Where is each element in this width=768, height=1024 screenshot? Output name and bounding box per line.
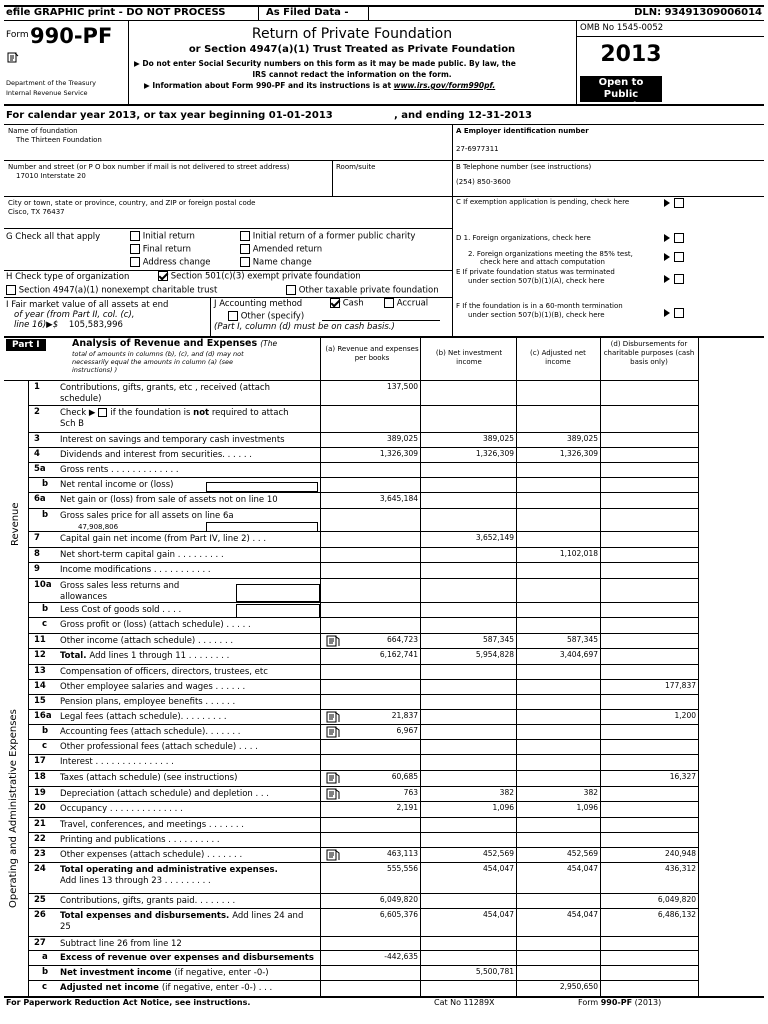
amount-col-a[interactable]: 137,500 — [386, 382, 418, 391]
col-b-header: (b) Net investment income — [435, 349, 503, 366]
amount-col-c[interactable]: 454,047 — [566, 910, 598, 919]
row-label-text: Interest on savings and temporary cash investments — [60, 435, 285, 445]
row-label-text: Gross sales price for all assets on line 6a — [60, 511, 234, 521]
row-label-part: Check ▶ — [60, 408, 96, 418]
check-all-label: G Check all that apply — [6, 232, 101, 242]
row-label — [60, 495, 316, 506]
row-divider — [28, 786, 698, 787]
phone-label: B Telephone number (see instructions) — [456, 163, 592, 171]
sub-entry-box[interactable] — [236, 604, 320, 618]
amount-col-c[interactable]: 382 — [583, 788, 598, 797]
amount-col-b[interactable]: 1,326,309 — [475, 449, 514, 458]
row-divider — [28, 770, 698, 771]
initial-return-option[interactable]: Initial return — [130, 231, 195, 242]
amount-col-c[interactable]: 587,345 — [566, 635, 598, 644]
amount-col-d[interactable]: 1,200 — [674, 711, 696, 720]
row-label-text: Less Cost of goods sold . . . . — [60, 605, 182, 615]
row-label-text: Pension plans, employee benefits . . . . . . — [60, 697, 236, 707]
row-label-part: required to attach — [209, 408, 289, 418]
street-value[interactable]: 17010 Interstate 20 — [16, 172, 86, 180]
row-label-bold: not — [193, 408, 210, 418]
row-label-text: Legal fees (attach schedule). . . . . . . . . — [60, 712, 227, 722]
amount-col-b[interactable]: 5,954,828 — [475, 650, 514, 659]
amount-col-a[interactable]: 555,556 — [386, 864, 418, 873]
row-number: c — [42, 741, 48, 751]
foreign-org-label: D 1. Foreign organizations, check here — [456, 234, 591, 242]
amount-col-a[interactable]: 6,162,741 — [379, 650, 418, 659]
row-number: 26 — [34, 910, 46, 920]
amount-col-b[interactable]: 454,047 — [482, 864, 514, 873]
foreign-85-checkbox[interactable] — [646, 251, 686, 263]
dept-treasury: Department of the Treasury — [6, 79, 97, 87]
row-divider — [28, 562, 698, 563]
fmv-label: I Fair market value of all assets at end — [6, 300, 169, 310]
row-label-text: Occupancy . . . . . . . . . . . . . . — [60, 804, 183, 814]
part1-tag: Part I — [6, 339, 46, 351]
row-label — [60, 968, 316, 979]
row-divider — [28, 862, 698, 863]
city-label: City or town, state or province, country, and ZIP or foreign postal code — [8, 199, 256, 207]
amount-col-b[interactable]: 587,345 — [482, 635, 514, 644]
row-label — [60, 939, 316, 950]
irs-link[interactable]: www.irs.gov/form990pf. — [393, 81, 496, 90]
row-number: b — [42, 479, 49, 489]
phone-value[interactable]: (254) 850-3600 — [456, 178, 511, 186]
final-return-option[interactable]: Final return — [130, 244, 191, 255]
row-label — [60, 712, 316, 723]
amount-col-a[interactable]: 60,685 — [391, 772, 418, 781]
amount-col-c[interactable]: 454,047 — [566, 864, 598, 873]
row-number: 15 — [34, 696, 46, 706]
open-public-badge: Open to Public Inspection — [580, 76, 662, 102]
exemption-pending-checkbox[interactable] — [646, 197, 686, 209]
amount-col-c[interactable]: 389,025 — [566, 434, 598, 443]
row-number: 1 — [34, 382, 40, 392]
row-divider — [28, 847, 698, 848]
fmv-label-3: line 16)▶$ 105,583,996 — [14, 320, 123, 330]
row-number: 5a — [34, 464, 46, 474]
row-label — [60, 850, 316, 861]
row-label-text: Dividends and interest from securities. . . . . . — [60, 450, 252, 460]
row-number: 13 — [34, 666, 46, 676]
part1-title: Analysis of Revenue and Expenses (The — [72, 338, 278, 349]
dept-irs: Internal Revenue Service — [6, 89, 88, 97]
row-divider — [28, 578, 698, 579]
row-number: a — [42, 952, 48, 962]
row-label — [60, 727, 316, 738]
row-divider — [28, 617, 698, 618]
org-type-501c3[interactable]: Section 501(c)(3) exempt private foundation — [158, 271, 361, 282]
accounting-accrual-option[interactable]: Accrual — [384, 298, 428, 309]
amount-col-d[interactable]: 240,948 — [664, 849, 696, 858]
row-number: 6a — [34, 494, 46, 504]
row-label — [60, 742, 316, 753]
row-label-text: Net gain or (loss) from sale of assets not on line 10 — [60, 495, 278, 505]
row-label-text: Other professional fees (attach schedule) . . . . — [60, 742, 258, 752]
amount-col-c[interactable]: 1,096 — [576, 803, 598, 812]
row-label-text: Gross sales less returns and — [60, 581, 180, 591]
row-label — [60, 820, 316, 831]
filed-label: As Filed Data - — [266, 7, 349, 18]
amount-col-a[interactable]: 463,113 — [386, 849, 418, 858]
row-number: 7 — [34, 533, 40, 543]
fmv-label-2: of year (from Part II, col. (c), — [14, 310, 135, 320]
row-number: 4 — [34, 449, 40, 459]
row-number: 21 — [34, 819, 46, 829]
row-divider — [28, 462, 698, 463]
row-divider — [28, 893, 698, 894]
row-label-text: Capital gain net income (from Part IV, line 2) . . . — [60, 534, 267, 544]
dln: DLN: 93491309006014 — [634, 7, 762, 18]
row-label-bold: Excess of revenue over expenses and disbursements — [60, 953, 314, 963]
amount-col-b[interactable]: 3,652,149 — [475, 533, 514, 542]
row-label — [60, 450, 316, 461]
name-change-option[interactable]: Name change — [240, 257, 312, 268]
row-label-text: Gross profit or (loss) (attach schedule) . . . . . — [60, 620, 251, 630]
accounting-method-label: J Accounting method — [214, 299, 303, 309]
row-divider — [28, 694, 698, 695]
row-number: 9 — [34, 564, 40, 574]
row-divider — [28, 709, 698, 710]
col-d-header: (d) Disbursements for charitable purposes (cash basis only) — [603, 340, 695, 366]
row-label — [60, 550, 316, 561]
row-divider — [28, 724, 698, 725]
expenses-side-label: Operating and Administrative Expenses — [8, 709, 19, 908]
form-title: Return of Private Foundation — [251, 26, 453, 42]
row-divider — [28, 754, 698, 755]
row-label — [60, 651, 316, 662]
row-label — [60, 534, 316, 545]
row-divider — [28, 679, 698, 680]
row-label — [60, 983, 316, 994]
row-divider — [28, 447, 698, 448]
row-label — [60, 408, 316, 430]
row-number: 11 — [34, 635, 46, 645]
calendar-year-end: , and ending 12-31-2013 — [394, 110, 532, 121]
row-label-text: Depreciation (attach schedule) and depletion . . . — [60, 789, 270, 799]
paperwork-notice: For Paperwork Reduction Act Notice, see instructions. — [6, 998, 251, 1007]
efile-label: efile GRAPHIC print - DO NOT PROCESS — [6, 7, 226, 18]
row-number: c — [42, 982, 48, 992]
amount-col-a[interactable]: 6,605,376 — [379, 910, 418, 919]
row-divider — [28, 817, 698, 818]
amount-col-d[interactable]: 6,486,132 — [657, 910, 696, 919]
form-number: 990-PF — [30, 24, 113, 48]
row-label-text: (if negative, enter -0-) . . . — [161, 983, 273, 993]
row-number: b — [42, 726, 49, 736]
row-label-text: Taxes (attach schedule) (see instructions) — [60, 773, 238, 783]
row-label-text: Interest . . . . . . . . . . . . . . . — [60, 757, 174, 767]
fmv-value[interactable]: 105,583,996 — [68, 320, 123, 330]
row-number: 24 — [34, 864, 46, 874]
row-label — [60, 835, 316, 846]
row-label — [60, 697, 316, 708]
cat-number: Cat No 11289X — [434, 998, 495, 1007]
row-number: c — [42, 619, 48, 629]
row-divider — [28, 908, 698, 909]
part1-note: total of amounts in columns (b), (c), and (d) may not necessarily equal the amounts in column (a) (see instructions) ) — [72, 350, 244, 374]
row-divider — [28, 508, 698, 509]
cash-basis-note: (Part I, column (d) must be on cash basis.) — [214, 322, 395, 332]
row-label-line2: Add lines 13 through 23 . . . . . . . . . — [60, 876, 211, 886]
amount-col-b[interactable]: 382 — [499, 788, 514, 797]
amount-col-a[interactable]: 3,645,184 — [379, 494, 418, 503]
terminated-status-label-2: under section 507(b)(1)(A), check here — [468, 277, 605, 285]
row-number: 16a — [34, 711, 52, 721]
amount-col-c[interactable]: 1,102,018 — [559, 549, 598, 558]
form-subtitle: or Section 4947(a)(1) Trust Treated as Private Foundation — [188, 44, 516, 55]
amount-col-d[interactable]: 177,837 — [664, 681, 696, 690]
row-number: 10a — [34, 580, 52, 590]
row-label-text: Contributions, gifts, grants paid. . . . . . . . — [60, 896, 236, 906]
terminated-status-checkbox[interactable] — [646, 273, 686, 285]
amount-col-a[interactable]: 2,191 — [396, 803, 418, 812]
amount-col-d[interactable]: 16,327 — [669, 772, 696, 781]
sub-entry-box[interactable] — [236, 584, 320, 602]
terminated-status-label: E If private foundation status was terminated — [456, 268, 615, 276]
row-number: b — [42, 604, 49, 614]
row-divider — [28, 980, 698, 981]
row-label-text: Income modifications . . . . . . . . . . . — [60, 565, 211, 575]
notice-info: ▶ Information about Form 990-PF and its instructions is at www.irs.gov/form990pf. — [144, 81, 496, 90]
row-number: 8 — [34, 549, 40, 559]
row-label-line2: allowances — [60, 592, 108, 602]
row-label — [60, 896, 316, 907]
ein-label: A Employer identification number — [456, 127, 589, 135]
row-label-line2: schedule) — [60, 394, 102, 404]
row-label — [60, 636, 316, 647]
org-type-label: H Check type of organization — [6, 272, 130, 282]
city-value[interactable]: Cisco, TX 76437 — [8, 208, 65, 216]
row-divider — [28, 477, 698, 478]
row-label-text: Printing and publications . . . . . . . . . . — [60, 835, 220, 845]
row-label-text: Gross rents . . . . . . . . . . . . . — [60, 465, 179, 475]
row-label — [60, 465, 316, 476]
row-label-text: Subtract line 26 from line 12 — [60, 939, 182, 949]
row-divider — [28, 739, 698, 740]
amount-col-a[interactable]: 1,326,309 — [379, 449, 418, 458]
row-label-text: Net rental income or (loss) — [60, 480, 174, 490]
amount-col-d[interactable]: 436,312 — [664, 864, 696, 873]
termination-label: F If the foundation is in a 60-month termination — [456, 302, 623, 310]
row-label — [60, 620, 316, 631]
accounting-other-option[interactable]: Other (specify) — [228, 311, 304, 322]
amount-col-b[interactable]: 389,025 — [482, 434, 514, 443]
foreign-85-label-2: check here and attach computation — [480, 258, 605, 266]
termination-label-2: under section 507(b)(1)(B), check here — [468, 311, 605, 319]
row-label-bold: Net investment income — [60, 968, 175, 978]
accounting-cash-option[interactable]: Cash — [330, 298, 364, 309]
row-divider — [28, 832, 698, 833]
amount-col-c[interactable]: 1,326,309 — [559, 449, 598, 458]
row-label-line2: 47,908,806 — [78, 523, 119, 531]
ein-value[interactable]: 27-6977311 — [456, 145, 499, 153]
row-divider — [28, 432, 698, 433]
col-c-header: (c) Adjusted net income — [530, 349, 586, 366]
row-number: 23 — [34, 849, 46, 859]
row-label — [60, 953, 316, 964]
foundation-name[interactable]: The Thirteen Foundation — [16, 136, 102, 144]
revenue-side-label: Revenue — [10, 502, 21, 546]
foreign-org-checkbox[interactable] — [646, 232, 686, 244]
row-label — [60, 565, 316, 576]
row-divider — [28, 965, 698, 966]
row-label-text: Other employee salaries and wages . . . . . . — [60, 682, 246, 692]
row-label-bold: Total. — [60, 651, 90, 661]
row-label — [60, 757, 316, 768]
row-label-text: Net short-term capital gain . . . . . . . . . — [60, 550, 224, 560]
col-a-header: (a) Revenue and expenses per books — [325, 345, 419, 362]
amount-col-b[interactable]: 452,569 — [482, 849, 514, 858]
room-label: Room/suite — [336, 163, 376, 171]
amount-col-b[interactable]: 5,500,781 — [475, 967, 514, 976]
row-number: b — [42, 967, 49, 977]
row-label-text: (if negative, enter -0-) — [174, 968, 269, 978]
row-number: 17 — [34, 756, 46, 766]
amount-col-a[interactable]: 389,025 — [386, 434, 418, 443]
row-number: 19 — [34, 788, 46, 798]
row-label-bold: Total expenses and disbursements. — [60, 911, 233, 921]
amount-col-a[interactable]: 763 — [403, 788, 418, 797]
row-divider — [28, 547, 698, 548]
row-number: 20 — [34, 803, 46, 813]
row-number: 3 — [34, 434, 40, 444]
row-divider — [28, 648, 698, 649]
row-number: 2 — [34, 407, 40, 417]
row-label-text: Contributions, gifts, grants, etc , received (attach — [60, 383, 270, 393]
amount-col-c[interactable]: 2,950,650 — [559, 982, 598, 991]
amount-col-b[interactable]: 454,047 — [482, 910, 514, 919]
amount-col-d[interactable]: 6,049,820 — [657, 895, 696, 904]
amount-col-a[interactable]: 6,967 — [396, 726, 418, 735]
row-label-line2: Sch B — [60, 419, 84, 429]
amount-col-c[interactable]: 3,404,697 — [559, 650, 598, 659]
row-label-text: Other income (attach schedule) . . . . . . . — [60, 636, 234, 646]
row-divider — [28, 633, 698, 634]
row-label-text: Add lines 24 and — [232, 911, 304, 921]
form-footer: Form 990-PF (2013) — [578, 998, 662, 1007]
row-label-bold: Adjusted net income — [60, 983, 162, 993]
org-type-other[interactable]: Other taxable private foundation — [286, 285, 439, 296]
row-label — [60, 865, 316, 887]
row-label-bold: Total operating and administrative expenses. — [60, 865, 278, 875]
notice-ssn: ▶ Do not enter Social Security numbers on this form as it may be made public. By law, the — [134, 59, 516, 68]
row-number: 25 — [34, 895, 46, 905]
org-type-4947[interactable]: Section 4947(a)(1) nonexempt charitable trust — [6, 285, 217, 296]
omb-number: OMB No 1545-0052 — [580, 23, 664, 33]
row-label-text: Travel, conferences, and meetings . . . . . . . — [60, 820, 244, 830]
schedule-b-checkbox[interactable] — [98, 408, 107, 417]
sub-entry-box[interactable] — [206, 522, 318, 532]
amount-col-a[interactable]: 664,723 — [386, 635, 418, 644]
exemption-pending-label: C If exemption application is pending, check here — [456, 198, 630, 206]
foundation-name-label: Name of foundation — [8, 127, 78, 135]
row-divider — [28, 664, 698, 665]
row-label — [60, 773, 316, 784]
tax-year: 2013 — [600, 42, 662, 67]
foreign-85-label: 2. Foreign organizations meeting the 85% test, — [468, 250, 633, 258]
amount-col-b[interactable]: 1,096 — [492, 803, 514, 812]
row-label — [60, 682, 316, 693]
row-label-line2: 25 — [60, 922, 71, 932]
address-change-option[interactable]: Address change — [130, 257, 211, 268]
amended-return-option[interactable]: Amended return — [240, 244, 322, 255]
termination-checkbox[interactable] — [646, 307, 686, 319]
calendar-year-start: For calendar year 2013, or tax year beginning 01-01-2013 — [6, 110, 333, 121]
row-label — [60, 667, 316, 678]
row-label-text: Add lines 1 through 11 . . . . . . . . — [89, 651, 230, 661]
row-label-text: Compensation of officers, directors, trustees, etc — [60, 667, 268, 677]
row-label-text: Other expenses (attach schedule) . . . . . . . — [60, 850, 243, 860]
notice-irs: IRS cannot redact the information on the form. — [252, 70, 452, 79]
initial-former-option[interactable]: Initial return of a former public charity — [240, 231, 415, 242]
row-divider — [28, 950, 698, 951]
row-label — [60, 804, 316, 815]
row-label-text: Accounting fees (attach schedule). . . . . . . — [60, 727, 241, 737]
row-label — [60, 911, 316, 933]
form-label: Form — [6, 30, 29, 40]
row-divider — [28, 936, 698, 937]
sub-entry-box[interactable] — [206, 482, 318, 492]
street-label: Number and street (or P O box number if mail is not delivered to street address) — [8, 163, 290, 171]
row-number: 27 — [34, 938, 46, 948]
amount-col-a[interactable]: 21,837 — [391, 711, 418, 720]
amount-col-a[interactable]: -442,635 — [384, 952, 418, 961]
row-divider — [28, 405, 698, 406]
row-label — [60, 435, 316, 446]
document-icon — [7, 52, 19, 63]
row-label-part: if the foundation is — [110, 408, 194, 418]
amount-col-a[interactable]: 6,049,820 — [379, 895, 418, 904]
row-number: 14 — [34, 681, 46, 691]
row-divider — [28, 801, 698, 802]
row-number: 22 — [34, 834, 46, 844]
amount-col-c[interactable]: 452,569 — [566, 849, 598, 858]
row-number: b — [42, 510, 49, 520]
row-label — [60, 789, 316, 800]
row-label — [60, 383, 316, 405]
row-number: 12 — [34, 650, 46, 660]
row-divider — [28, 492, 698, 493]
row-number: 18 — [34, 772, 46, 782]
